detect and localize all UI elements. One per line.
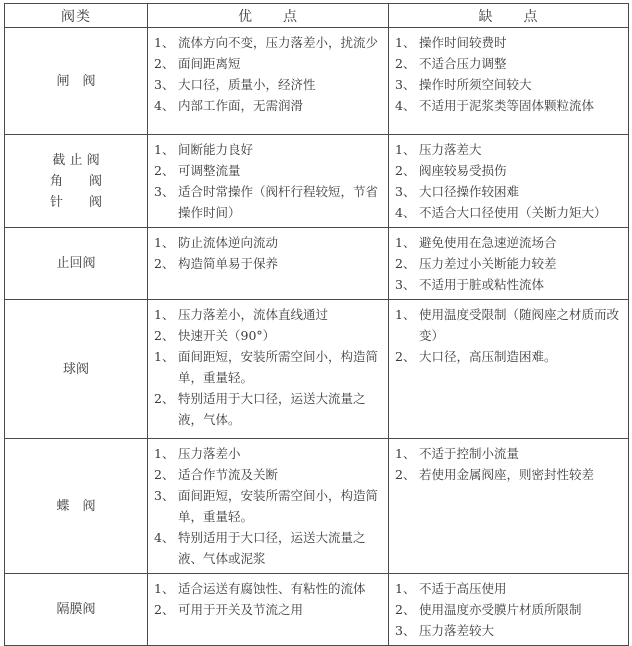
item-text: 不适于高压使用 xyxy=(419,581,507,596)
item-text: 大口径操作较困难 xyxy=(419,184,520,199)
advantage-item xyxy=(154,485,384,527)
item-text: 不适合压力调整 xyxy=(419,56,507,71)
item-number: 4、 xyxy=(395,205,416,220)
valve-name: 针 阀 xyxy=(49,194,102,210)
item-number: 2、 xyxy=(154,256,175,271)
item-text: 使用温度亦受膜片材质所限制 xyxy=(419,602,582,617)
item-number: 4、 xyxy=(154,530,175,545)
item-text: 操作时所须空间较大 xyxy=(419,77,532,92)
disadvantage-item xyxy=(395,620,624,641)
table-row xyxy=(5,439,629,574)
item-text: 防止流体逆向流动 xyxy=(178,235,279,250)
disadvantage-item xyxy=(395,32,624,53)
item-number: 4、 xyxy=(154,98,175,113)
item-number: 1、 xyxy=(395,235,416,250)
item-number: 2、 xyxy=(395,349,416,364)
disadvantage-item xyxy=(395,443,624,464)
item-text: 压力落差较大 xyxy=(419,623,495,638)
item-number: 1、 xyxy=(395,581,416,596)
item-number: 2、 xyxy=(395,602,416,617)
item-text: 适合运送有腐蚀性、有粘性的流体 xyxy=(178,581,366,596)
advantage-item xyxy=(154,74,384,95)
item-number: 1、 xyxy=(154,446,175,461)
item-number: 2、 xyxy=(154,56,175,71)
valve-name: 截 止 阀 xyxy=(52,152,100,168)
advantage-item xyxy=(154,464,384,485)
item-text: 压力落差小 xyxy=(178,446,241,461)
item-text: 可用于开关及节流之用 xyxy=(178,602,304,617)
item-text: 不适合大口径使用（关断力矩大） xyxy=(419,205,607,220)
advantage-item xyxy=(154,578,384,599)
advantage-item xyxy=(154,325,384,346)
disadvantage-item xyxy=(395,139,624,160)
header-valve-type: 阀类 xyxy=(5,4,148,28)
item-text: 流体方向不变，压力落差小，扰流少 xyxy=(178,35,379,50)
header-advantages: 优 点 xyxy=(148,4,389,28)
advantage-item xyxy=(154,304,384,325)
disadvantage-item xyxy=(395,346,624,367)
advantage-item xyxy=(154,53,384,74)
advantage-item xyxy=(154,527,384,569)
disadvantage-item xyxy=(395,578,624,599)
item-number: 1、 xyxy=(154,581,175,596)
item-number: 3、 xyxy=(154,77,175,92)
advantage-item xyxy=(154,346,384,388)
valve-type-cell xyxy=(5,574,148,646)
item-text: 若使用金属阀座，则密封性较差 xyxy=(419,467,595,482)
item-number: 2、 xyxy=(154,602,175,617)
disadvantage-item xyxy=(395,274,624,295)
disadvantages-cell xyxy=(389,300,629,439)
item-number: 1、 xyxy=(395,307,416,322)
advantages-cell xyxy=(148,228,389,300)
item-number: 2、 xyxy=(395,56,416,71)
item-text: 大口径，高压制造困难。 xyxy=(419,349,557,364)
disadvantage-item xyxy=(395,464,624,485)
item-text: 使用温度受限制（随阀座之材质而改变） xyxy=(419,307,620,343)
item-number: 2、 xyxy=(395,467,416,482)
item-number: 1、 xyxy=(154,307,175,322)
valve-type-cell xyxy=(5,228,148,300)
advantage-item xyxy=(154,253,384,274)
item-text: 压力落差小，流体直线通过 xyxy=(178,307,329,322)
valve-type-cell xyxy=(5,28,148,135)
advantages-cell xyxy=(148,135,389,228)
disadvantage-item xyxy=(395,232,624,253)
advantages-cell xyxy=(148,300,389,439)
valve-type-cell xyxy=(5,300,148,439)
item-number: 3、 xyxy=(395,184,416,199)
item-number: 1、 xyxy=(395,142,416,157)
item-number: 3、 xyxy=(154,488,175,503)
disadvantages-cell xyxy=(389,228,629,300)
item-text: 不适用于脏或粘性流体 xyxy=(419,277,545,292)
item-text: 避免使用在急速逆流场合 xyxy=(419,235,557,250)
valve-name: 止回阀 xyxy=(56,256,96,271)
item-text: 间断能力良好 xyxy=(178,142,254,157)
item-text: 大口径，质量小，经济性 xyxy=(178,77,316,92)
disadvantage-item xyxy=(395,253,624,274)
item-number: 3、 xyxy=(395,77,416,92)
item-number: 2、 xyxy=(395,256,416,271)
table-row xyxy=(5,300,629,439)
item-text: 不适用于泥浆类等固体颗粒流体 xyxy=(419,98,595,113)
table-row xyxy=(5,135,629,228)
item-text: 特别适用于大口径，运送大流量之液、气体或泥浆 xyxy=(178,530,366,566)
advantage-item xyxy=(154,443,384,464)
item-number: 1、 xyxy=(154,35,175,50)
item-text: 面间距短，安装所需空间小，构造简单，重量轻。 xyxy=(178,488,379,524)
advantage-item xyxy=(154,181,384,223)
advantages-cell xyxy=(148,28,389,135)
disadvantages-cell xyxy=(389,135,629,228)
item-text: 适合时常操作（阀杆行程较短，节省操作时间） xyxy=(178,184,379,220)
valve-type-cell xyxy=(5,439,148,574)
table-row xyxy=(5,28,629,135)
advantage-item xyxy=(154,95,384,116)
item-number: 2、 xyxy=(154,328,175,343)
valve-name: 隔膜阀 xyxy=(56,602,96,617)
disadvantage-item xyxy=(395,181,624,202)
item-text: 压力落差大 xyxy=(419,142,482,157)
item-number: 3、 xyxy=(395,277,416,292)
advantage-item xyxy=(154,388,384,430)
advantage-item xyxy=(154,599,384,620)
item-number: 1、 xyxy=(154,142,175,157)
advantages-cell xyxy=(148,574,389,646)
advantage-item xyxy=(154,160,384,181)
item-number: 1、 xyxy=(154,349,175,364)
item-number: 2、 xyxy=(154,467,175,482)
item-text: 面间距离短 xyxy=(178,56,241,71)
item-number: 1、 xyxy=(154,235,175,250)
table-row xyxy=(5,228,629,300)
valve-name: 球阀 xyxy=(62,361,89,377)
advantage-item xyxy=(154,232,384,253)
item-text: 特别适用于大口径，运送大流量之液，气体。 xyxy=(178,391,366,427)
item-text: 面间距短，安装所需空间小，构造简单，重量轻。 xyxy=(178,349,379,385)
advantage-item xyxy=(154,32,384,53)
disadvantages-cell xyxy=(389,439,629,574)
item-text: 适合作节流及关断 xyxy=(178,467,279,482)
disadvantage-item xyxy=(395,53,624,74)
valve-type-cell xyxy=(5,135,148,228)
disadvantage-item xyxy=(395,304,624,346)
disadvantages-cell xyxy=(389,574,629,646)
table-row xyxy=(5,574,629,646)
item-number: 2、 xyxy=(395,163,416,178)
disadvantage-item xyxy=(395,202,624,223)
item-text: 阀座较易受损伤 xyxy=(419,163,507,178)
item-number: 2、 xyxy=(154,391,175,406)
item-number: 1、 xyxy=(395,446,416,461)
item-text: 构造简单易于保养 xyxy=(178,256,279,271)
disadvantage-item xyxy=(395,160,624,181)
item-text: 操作时间较费时 xyxy=(419,35,507,50)
item-text: 可调整流量 xyxy=(178,163,241,178)
item-text: 不适于控制小流量 xyxy=(419,446,520,461)
disadvantage-item xyxy=(395,599,624,620)
advantage-item xyxy=(154,139,384,160)
valve-name: 蝶 阀 xyxy=(56,498,96,514)
disadvantage-item xyxy=(395,74,624,95)
item-text: 内部工作面，无需润滑 xyxy=(178,98,304,113)
item-number: 1、 xyxy=(395,35,416,50)
item-number: 2、 xyxy=(154,163,175,178)
item-text: 快速开关（90°） xyxy=(178,328,276,343)
disadvantage-item xyxy=(395,95,624,116)
valve-comparison-table xyxy=(4,3,629,646)
item-number: 3、 xyxy=(395,623,416,638)
header-disadvantages: 缺 点 xyxy=(389,4,629,28)
disadvantages-cell xyxy=(389,28,629,135)
advantages-cell xyxy=(148,439,389,574)
valve-name: 角 阀 xyxy=(49,173,102,189)
header-row xyxy=(5,4,629,28)
item-number: 4、 xyxy=(395,98,416,113)
valve-name: 闸 阀 xyxy=(56,73,96,89)
item-number: 3、 xyxy=(154,184,175,199)
item-text: 压力差过小关断能力较差 xyxy=(419,256,557,271)
